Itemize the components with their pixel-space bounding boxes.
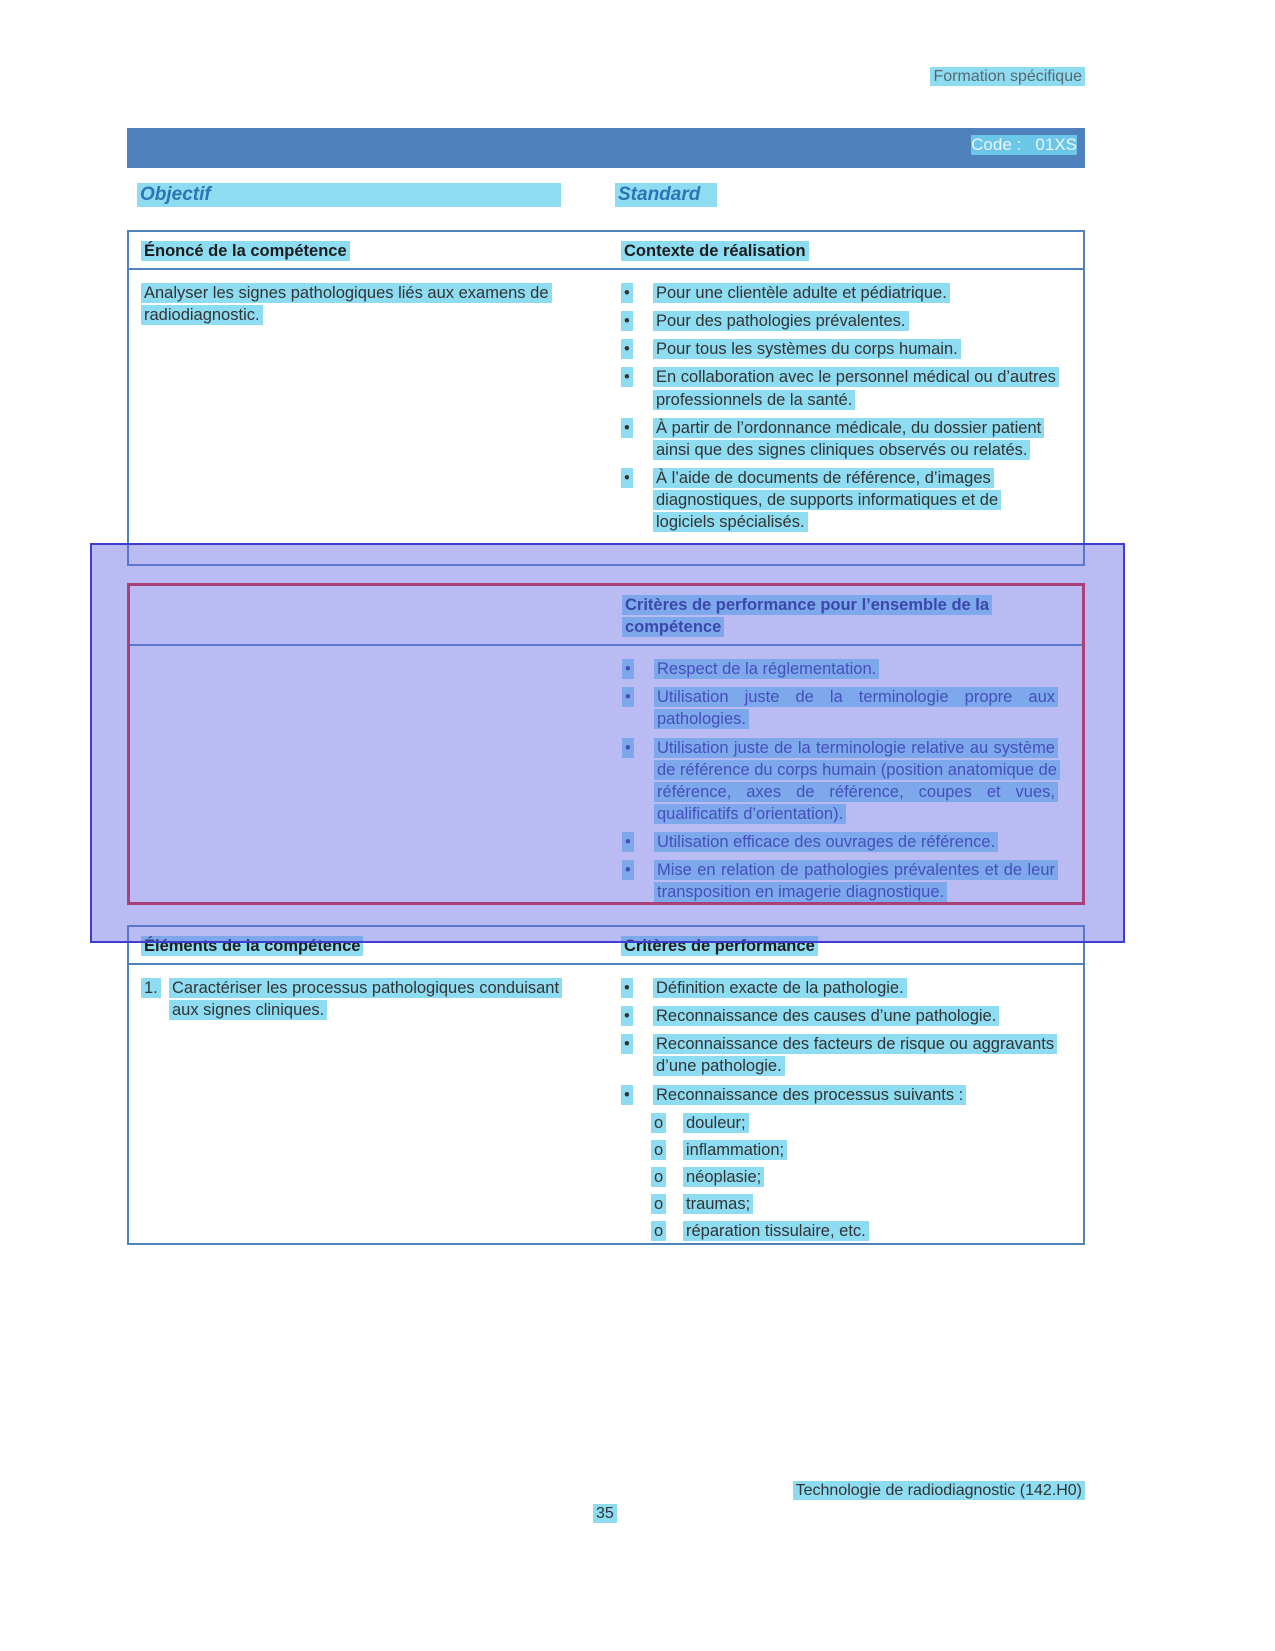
table2-header-right: Critères de performance pour l’ensemble de la compétence (622, 595, 992, 637)
bullet-text: Mise en relation de pathologies prévalentes et de leur transposition en imagerie diagnostique. (654, 860, 1058, 902)
sub-bullet-text: traumas; (683, 1194, 753, 1214)
item-text: Caractériser les processus pathologiques conduisant aux signes cliniques. (169, 978, 562, 1020)
bullet-text-wrap (653, 1005, 1059, 1027)
bullet-icon: • (621, 311, 633, 331)
bullet-text: En collaboration avec le personnel médical ou d’autres professionnels de la santé. (653, 367, 1059, 409)
bullet-text-wrap (653, 1084, 1059, 1106)
bullet-icon: • (621, 1085, 633, 1105)
selection-overlay[interactable] (90, 543, 1125, 943)
bullet-icon: • (622, 659, 634, 679)
bullet-icon: • (621, 1006, 633, 1026)
table-enonce-contexte (127, 230, 1085, 566)
sub-bullet-icon-wrap (651, 1139, 683, 1161)
item-number-wrap (141, 977, 169, 1021)
list-item (621, 1084, 1059, 1106)
bullet-text: Reconnaissance des causes d’une pathologie. (653, 1006, 999, 1026)
table3-header-right: Critères de performance (621, 936, 818, 956)
bullet-text: Pour tous les systèmes du corps humain. (653, 339, 961, 359)
bullet-icon-wrap (621, 467, 653, 533)
page-number-text: 35 (593, 1504, 617, 1523)
list-item (621, 467, 1059, 533)
standard-heading: Standard (615, 183, 717, 207)
bullet-icon-wrap (621, 977, 653, 999)
bullet-text: Utilisation juste de la terminologie relative au système de référence du corps humain (position anatomique de référence, axes de référence, coupes et vues, qualificatifs d’orientation). (654, 738, 1060, 824)
bullet-icon: • (621, 468, 633, 488)
list-item (621, 366, 1059, 410)
bullet-icon: • (621, 339, 633, 359)
list-item (621, 1005, 1059, 1027)
bullet-icon-wrap (621, 1005, 653, 1027)
footer-program-text: Technologie de radiodiagnostic (142.H0) (793, 1481, 1085, 1500)
sub-bullet-icon-wrap (651, 1220, 683, 1242)
page-number (593, 1505, 617, 1523)
sub-bullet-icon-wrap (651, 1166, 683, 1188)
bullet-text-wrap (653, 467, 1059, 533)
bullet-icon: • (621, 1034, 633, 1054)
sub-bullet-icon: o (651, 1140, 666, 1160)
bullet-icon: • (622, 738, 634, 758)
sub-bullet-text-wrap (683, 1112, 1059, 1134)
bullet-text-wrap (653, 282, 1059, 304)
list-item (621, 282, 1059, 304)
table1-left-cell (129, 270, 607, 539)
item-text-wrap (169, 977, 589, 1021)
bullet-icon-wrap (621, 1033, 653, 1077)
bullet-text-wrap (653, 1033, 1059, 1077)
item-number: 1. (141, 978, 161, 998)
code-label: Code : 01XS (971, 135, 1077, 154)
header-bar (127, 128, 1085, 168)
bullet-icon: • (622, 832, 634, 852)
bullet-text: Définition exacte de la pathologie. (653, 978, 907, 998)
sub-list-item (651, 1166, 1059, 1188)
table1-header-left: Énoncé de la compétence (141, 241, 350, 261)
sub-bullet-icon: o (651, 1167, 666, 1187)
bullet-text-wrap (653, 977, 1059, 999)
table1-left-text: Analyser les signes pathologiques liés aux examens de radiodiagnostic. (141, 283, 552, 325)
sub-bullet-icon: o (651, 1113, 666, 1133)
sub-list-item (651, 1220, 1059, 1242)
table3-left-cell (129, 965, 607, 1245)
bullet-icon-wrap (621, 1084, 653, 1106)
table1-header-left-cell (129, 232, 607, 268)
table1-body-row (129, 270, 1083, 539)
table-elements-criteres (127, 925, 1085, 1245)
bullet-text-wrap (653, 310, 1059, 332)
sub-bullet-text: réparation tissulaire, etc. (683, 1221, 869, 1241)
table3-body-row (129, 965, 1083, 1245)
sub-bullet-icon: o (651, 1194, 666, 1214)
table1-header-right-cell (607, 232, 1083, 268)
table1-header-row (129, 232, 1083, 270)
bullet-text: Respect de la réglementation. (654, 659, 879, 679)
bullet-text: Pour des pathologies prévalentes. (653, 311, 909, 331)
sub-list-item (651, 1112, 1059, 1134)
formation-label-text: Formation spécifique (930, 67, 1085, 86)
sub-bullet-text-wrap (683, 1166, 1059, 1188)
bullet-text: Reconnaissance des processus suivants : (653, 1085, 966, 1105)
list-item (621, 1033, 1059, 1077)
bullet-text: Pour une clientèle adulte et pédiatrique. (653, 283, 950, 303)
formation-label (930, 68, 1085, 86)
table3-header-left: Éléments de la compétence (141, 936, 363, 956)
bullet-icon-wrap (621, 338, 653, 360)
sub-bullet-text: douleur; (683, 1113, 749, 1133)
sub-bullet-text-wrap (683, 1139, 1059, 1161)
section-headings (127, 183, 1085, 213)
bullet-icon: • (622, 860, 634, 880)
bullet-icon: • (621, 367, 633, 387)
list-item (621, 310, 1059, 332)
list-item (621, 417, 1059, 461)
bullet-icon: • (622, 687, 634, 707)
bullet-text: Utilisation efficace des ouvrages de référence. (654, 832, 998, 852)
bullet-icon: • (621, 418, 633, 438)
bullet-icon: • (621, 283, 633, 303)
list-item (621, 977, 1059, 999)
bullet-text-wrap (653, 338, 1059, 360)
sub-list-item (651, 1193, 1059, 1215)
table1-header-right: Contexte de réalisation (621, 241, 809, 261)
bullet-text: À partir de l’ordonnance médicale, du dossier patient ainsi que des signes cliniques observés ou relatés. (653, 418, 1044, 460)
bullet-icon: • (621, 978, 633, 998)
bullet-text: Utilisation juste de la terminologie propre aux pathologies. (654, 687, 1058, 729)
bullet-icon-wrap (621, 417, 653, 461)
bullet-icon-wrap (621, 310, 653, 332)
table3-right-cell (607, 965, 1083, 1245)
table1-right-cell (607, 270, 1083, 539)
objectif-heading: Objectif (137, 183, 561, 207)
bullet-text-wrap (653, 417, 1059, 461)
footer-program-label (793, 1482, 1085, 1500)
list-item (621, 338, 1059, 360)
sub-list-item (651, 1139, 1059, 1161)
bullet-text-wrap (653, 366, 1059, 410)
sub-bullet-icon: o (651, 1221, 666, 1241)
bullet-icon-wrap (621, 366, 653, 410)
bullet-icon-wrap (621, 282, 653, 304)
sub-bullet-text-wrap (683, 1193, 1059, 1215)
bullet-text: À l’aide de documents de référence, d’images diagnostiques, de supports informatiques et de logiciels spécialisés. (653, 468, 1001, 532)
sub-bullet-icon-wrap (651, 1193, 683, 1215)
sub-bullet-text-wrap (683, 1220, 1059, 1242)
numbered-item (141, 977, 589, 1021)
sub-bullet-text: inflammation; (683, 1140, 787, 1160)
sub-bullet-text: néoplasie; (683, 1167, 764, 1187)
bullet-text: Reconnaissance des facteurs de risque ou aggravants d’une pathologie. (653, 1034, 1057, 1076)
sub-bullet-icon-wrap (651, 1112, 683, 1134)
